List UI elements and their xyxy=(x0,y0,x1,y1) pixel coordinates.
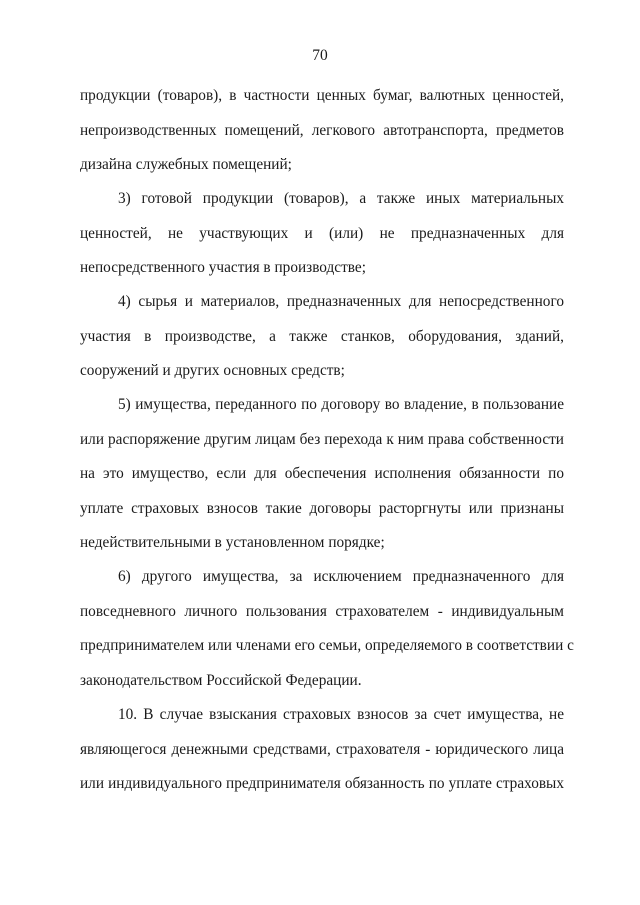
paragraph-item-5 xyxy=(80,388,564,561)
paragraph-item-4 xyxy=(80,285,564,389)
text-line: являющегося денежными средствами, страхователя - юридического лица xyxy=(80,740,564,758)
page-number: 70 xyxy=(312,47,328,64)
text-line: ценностей, не участвующих и (или) не предназначенных для xyxy=(80,224,564,242)
paragraph-continued xyxy=(80,79,564,183)
text-line: на это имущество, если для обеспечения исполнения обязанности по xyxy=(80,465,564,482)
text-line: продукции (товаров), в частности ценных бумаг, валютных ценностей, xyxy=(80,87,564,104)
text-line: сооружений и других основных средств; xyxy=(80,362,345,379)
text-line: 3) готовой продукции (товаров), а также иных материальных xyxy=(118,190,564,207)
text-line: участия в производстве, а также станков, оборудования, зданий, xyxy=(80,327,564,345)
text-line: недействительными в установленном порядке; xyxy=(80,534,385,551)
text-line: непосредственного участия в производстве; xyxy=(80,259,366,276)
text-line: или индивидуального предпринимателя обязанность по уплате страховых xyxy=(80,775,564,792)
paragraph-item-10 xyxy=(80,698,564,802)
paragraph-item-3 xyxy=(80,182,564,286)
text-line: дизайна служебных помещений; xyxy=(80,156,292,173)
text-line: предпринимателем или членами его семьи, определяемого в соответствии с xyxy=(80,637,574,654)
text-line: 10. В случае взыскания страховых взносов за счет имущества, не xyxy=(118,706,564,723)
text-line: или распоряжение другим лицам без перехода к ним права собственности xyxy=(80,430,564,448)
text-line: уплате страховых взносов такие договоры расторгнуты или признаны xyxy=(80,499,564,517)
text-line: 6) другого имущества, за исключением предназначенного для xyxy=(118,568,564,585)
text-line: 4) сырья и материалов, предназначенных для непосредственного xyxy=(118,293,564,310)
text-line: непроизводственных помещений, легкового автотранспорта, предметов xyxy=(80,121,564,139)
paragraph-item-6 xyxy=(80,560,574,698)
text-line: законодательством Российской Федерации. xyxy=(80,671,362,689)
text-line: повседневного личного пользования страхователем - индивидуальным xyxy=(80,602,564,620)
text-line: 5) имущества, переданного по договору во владение, в пользование xyxy=(118,396,564,413)
